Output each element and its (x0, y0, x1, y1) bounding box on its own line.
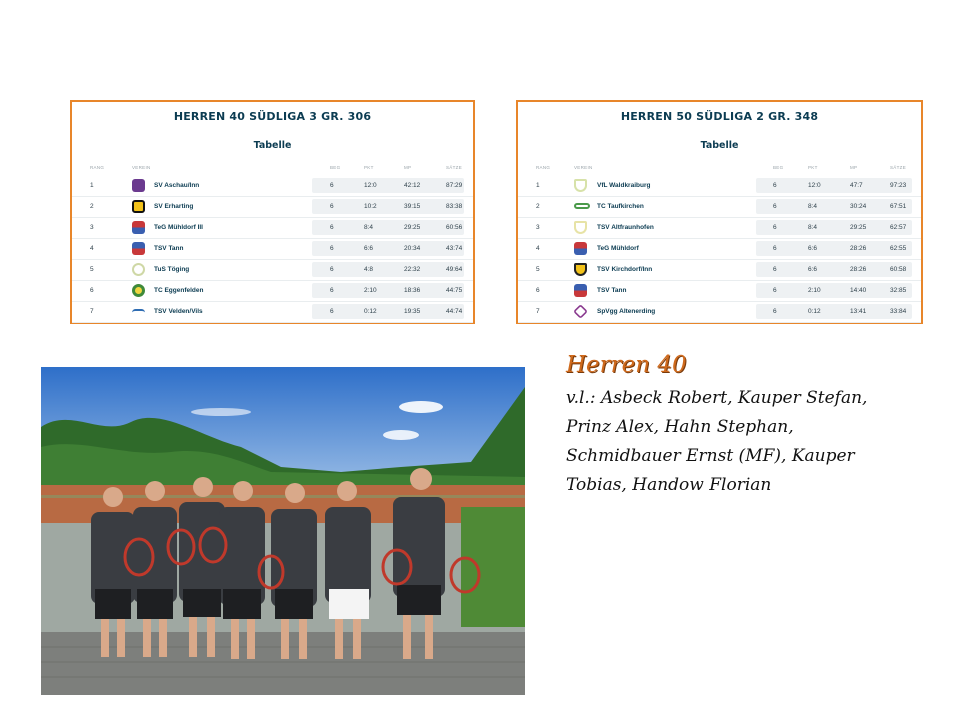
table-row[interactable] (72, 175, 473, 197)
team-name[interactable]: TSV Tann (597, 287, 627, 294)
header-verein: VEREIN (132, 165, 151, 170)
matches: 13:41 (850, 308, 867, 315)
games: 6 (330, 287, 334, 294)
header-rang: RANG (90, 165, 105, 170)
sets: 97:23 (890, 182, 907, 189)
table-row[interactable] (72, 238, 473, 260)
rank: 2 (90, 203, 94, 210)
points: 6:6 (364, 245, 374, 252)
header-satze: SÄTZE (890, 165, 907, 170)
rank: 5 (536, 266, 540, 273)
sets: 49:64 (446, 266, 463, 273)
caption-line: Tobias, Handow Florian (566, 475, 772, 495)
green-shield-outline-icon (574, 179, 587, 192)
header-pkt: PKT (808, 165, 818, 170)
sets: 60:56 (446, 224, 463, 231)
team-name[interactable]: TC Taufkirchen (597, 203, 644, 210)
caption-line: v.l.: Asbeck Robert, Kauper Stefan, (566, 388, 868, 408)
yellow-shield-outline-icon (574, 221, 587, 234)
table-title-text: HERREN 50 SÜDLIGA 2 GR. (620, 110, 795, 123)
points: 2:10 (808, 287, 821, 294)
sets: 32:85 (890, 287, 907, 294)
points: 12:0 (808, 182, 821, 189)
sets: 62:57 (890, 224, 907, 231)
green-yellow-ring-icon (132, 284, 145, 297)
header-mp: MP (850, 165, 858, 170)
sets: 87:29 (446, 182, 463, 189)
caption-line: Schmidbauer Ernst (MF), Kauper (566, 446, 855, 466)
points: 2:10 (364, 287, 377, 294)
rank: 5 (90, 266, 94, 273)
games: 6 (330, 245, 334, 252)
table-subtitle: Tabelle (700, 140, 739, 151)
matches: 29:25 (404, 224, 421, 231)
stats-cell (756, 304, 912, 319)
league-table-herren-50 (516, 100, 923, 324)
rank: 7 (536, 308, 540, 315)
blue-red-emblem-icon (132, 242, 145, 255)
header-verein: VEREIN (574, 165, 593, 170)
points: 8:4 (808, 224, 818, 231)
sets: 44:75 (446, 287, 463, 294)
team-photo (41, 367, 525, 695)
header-beg: BEG (330, 165, 341, 170)
table-row[interactable] (518, 175, 921, 197)
caption-line: Prinz Alex, Hahn Stephan, (566, 417, 794, 437)
matches: 39:15 (404, 203, 421, 210)
table-row[interactable] (518, 217, 921, 239)
matches: 30:24 (850, 203, 867, 210)
matches: 22:32 (404, 266, 421, 273)
points: 6:6 (808, 266, 818, 273)
league-table-herren-40 (70, 100, 475, 324)
table-row[interactable] (518, 280, 921, 302)
stats-cell (756, 283, 912, 298)
rank: 1 (536, 182, 540, 189)
purple-crest-icon (132, 179, 145, 192)
table-row[interactable] (72, 259, 473, 281)
stats-cell (312, 262, 464, 277)
sets: 67:51 (890, 203, 907, 210)
header-beg: BEG (773, 165, 784, 170)
rank: 3 (90, 224, 94, 231)
rank: 2 (536, 203, 540, 210)
table-row[interactable] (518, 196, 921, 218)
rank: 1 (90, 182, 94, 189)
points: 0:12 (808, 308, 821, 315)
rank: 4 (90, 245, 94, 252)
points: 12:0 (364, 182, 377, 189)
photo-caption (566, 352, 936, 500)
matches: 14:40 (850, 287, 867, 294)
table-title (518, 110, 921, 123)
games: 6 (773, 287, 777, 294)
header-satze: SÄTZE (446, 165, 463, 170)
rank: 4 (536, 245, 540, 252)
team-name[interactable]: VfL Waldkraiburg (597, 182, 651, 189)
stats-cell (312, 199, 464, 214)
rank: 3 (536, 224, 540, 231)
games: 6 (330, 224, 334, 231)
stats-cell (312, 220, 464, 235)
stats-cell (312, 304, 464, 319)
sets: 43:74 (446, 245, 463, 252)
games: 6 (330, 203, 334, 210)
sets: 33:84 (890, 308, 907, 315)
team-photo-illustration (41, 367, 525, 695)
matches: 47:7 (850, 182, 863, 189)
group-number: 306 (347, 110, 372, 123)
black-yellow-shield-icon (574, 263, 587, 276)
team-name[interactable]: TSV Kirchdorf/Inn (597, 266, 653, 273)
table-title-text: HERREN 40 SÜDLIGA 3 GR. (173, 110, 348, 123)
stats-cell (312, 178, 464, 193)
matches: 28:26 (850, 266, 867, 273)
stats-cell (756, 199, 912, 214)
stats-cell (312, 241, 464, 256)
points: 6:6 (808, 245, 818, 252)
caption-names (566, 384, 936, 500)
header-pkt: PKT (364, 165, 374, 170)
games: 6 (773, 245, 777, 252)
matches: 18:36 (404, 287, 421, 294)
yellow-black-crest-icon (132, 200, 145, 213)
matches: 28:26 (850, 245, 867, 252)
green-wreath-icon (132, 263, 145, 276)
blue-script-logo-icon (132, 309, 145, 316)
games: 6 (773, 203, 777, 210)
rank: 6 (90, 287, 94, 294)
table-row[interactable] (72, 217, 473, 239)
sets: 44:74 (446, 308, 463, 315)
points: 8:4 (808, 203, 818, 210)
blue-red-emblem-icon (574, 284, 587, 297)
table-subtitle: Tabelle (253, 140, 292, 151)
games: 6 (330, 182, 334, 189)
table-row[interactable] (518, 301, 921, 323)
games: 6 (773, 308, 777, 315)
table-title (72, 110, 473, 123)
red-blue-emblem-icon (132, 221, 145, 234)
team-name[interactable]: TC Eggenfelden (154, 287, 204, 294)
stats-cell (756, 220, 912, 235)
team-name[interactable]: TSV Velden/Vils (154, 308, 203, 315)
team-name[interactable]: TSV Tann (154, 245, 184, 252)
matches: 20:34 (404, 245, 421, 252)
red-blue-emblem-icon (574, 242, 587, 255)
team-name[interactable]: SV Erharting (154, 203, 194, 210)
team-name[interactable]: TSV Altfraunhofen (597, 224, 654, 231)
table-row[interactable] (72, 196, 473, 218)
stats-cell (756, 178, 912, 193)
purple-crossed-icon (573, 304, 588, 319)
games: 6 (773, 224, 777, 231)
points: 10:2 (364, 203, 377, 210)
table-row[interactable] (72, 280, 473, 302)
points: 0:12 (364, 308, 377, 315)
points: 8:4 (364, 224, 374, 231)
caption-heading: Herren 40 (566, 352, 687, 378)
sets: 83:38 (446, 203, 463, 210)
rank: 7 (90, 308, 94, 315)
games: 6 (330, 308, 334, 315)
games: 6 (330, 266, 334, 273)
matches: 29:25 (850, 224, 867, 231)
table-row[interactable] (72, 301, 473, 323)
matches: 42:12 (404, 182, 421, 189)
team-name[interactable]: TeG Mühldorf (597, 245, 639, 252)
sets: 62:55 (890, 245, 907, 252)
table-row[interactable] (518, 238, 921, 260)
team-name[interactable]: TeG Mühldorf III (154, 224, 203, 231)
rank: 6 (536, 287, 540, 294)
stats-cell (756, 262, 912, 277)
stats-cell (312, 283, 464, 298)
points: 4:8 (364, 266, 374, 273)
header-rang: RANG (536, 165, 551, 170)
team-name[interactable]: SV Aschau/Inn (154, 182, 200, 189)
games: 6 (773, 266, 777, 273)
sets: 60:58 (890, 266, 907, 273)
games: 6 (773, 182, 777, 189)
column-headers (518, 165, 921, 175)
column-headers (72, 165, 473, 175)
matches: 19:35 (404, 308, 421, 315)
table-row[interactable] (518, 259, 921, 281)
team-name[interactable]: TuS Töging (154, 266, 190, 273)
header-mp: MP (404, 165, 412, 170)
stats-cell (756, 241, 912, 256)
group-number: 348 (794, 110, 819, 123)
green-rings-icon (574, 203, 590, 209)
team-name[interactable]: SpVgg Altenerding (597, 308, 656, 315)
